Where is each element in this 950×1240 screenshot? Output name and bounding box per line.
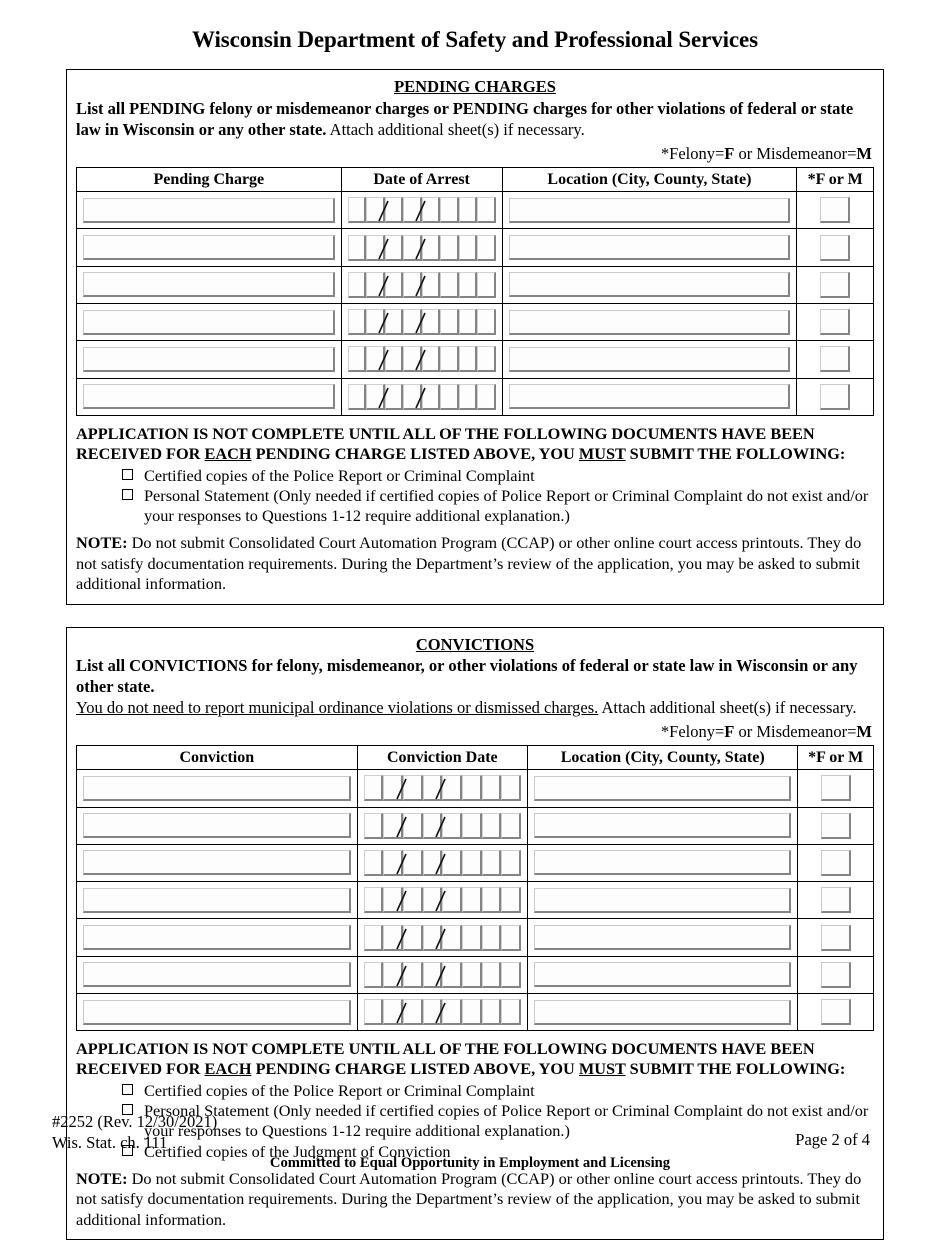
cell-charge xyxy=(77,303,342,340)
date-digit-box[interactable] xyxy=(440,309,458,335)
date-digit-box[interactable] xyxy=(501,813,521,839)
f-or-m-input[interactable] xyxy=(820,272,850,298)
pending-req-each: EACH xyxy=(204,443,252,463)
pending-fm-legend xyxy=(76,143,874,164)
page-footer xyxy=(52,1111,898,1172)
date-digit-box[interactable] xyxy=(477,197,495,223)
date-digit-box[interactable] xyxy=(440,384,458,410)
table-row xyxy=(77,882,874,919)
date-digit-box[interactable] xyxy=(383,962,403,988)
table-row xyxy=(77,993,874,1030)
cell-f-or-m xyxy=(797,303,874,340)
date-digit-box[interactable] xyxy=(442,813,462,839)
date-comb-field[interactable] xyxy=(364,925,522,951)
date-digit-box[interactable] xyxy=(385,272,403,298)
cell-date xyxy=(341,266,502,303)
convictions-legend-prefix: *Felony= xyxy=(660,721,725,741)
location-input[interactable] xyxy=(509,272,791,297)
table-row xyxy=(77,229,874,266)
date-digit-box[interactable] xyxy=(364,925,384,951)
pending-note-label: NOTE: xyxy=(76,533,128,553)
pending-checklist xyxy=(76,466,874,527)
table-header-row xyxy=(77,168,874,192)
date-digit-box[interactable] xyxy=(423,962,443,988)
date-comb-field[interactable] xyxy=(364,775,522,801)
date-digit-box[interactable] xyxy=(385,346,403,372)
date-digit-box[interactable] xyxy=(364,999,384,1025)
date-comb-field[interactable] xyxy=(364,850,522,876)
date-digit-box[interactable] xyxy=(403,887,423,913)
cell-conviction xyxy=(77,882,358,919)
date-comb-field[interactable] xyxy=(348,346,496,372)
cell-conviction xyxy=(77,807,358,844)
f-or-m-input[interactable] xyxy=(820,197,850,223)
date-digit-box[interactable] xyxy=(462,813,482,839)
location-input[interactable] xyxy=(534,813,791,838)
date-digit-box[interactable] xyxy=(366,272,384,298)
convictions-checklist-item-label: Certified copies of the Police Report or Criminal Complaint xyxy=(144,1081,535,1101)
date-digit-box[interactable] xyxy=(423,999,443,1025)
convictions-req-must: MUST xyxy=(578,1059,626,1079)
date-digit-box[interactable] xyxy=(482,850,502,876)
pending-intro-bold: List all PENDING felony or misdemeanor charges or PENDING charges for other violations of federal or state law in Wisconsin or any other state. xyxy=(76,99,854,139)
date-comb-field[interactable] xyxy=(364,887,522,913)
table-row xyxy=(77,919,874,956)
date-digit-box[interactable] xyxy=(459,235,477,261)
date-digit-box[interactable] xyxy=(477,384,495,410)
date-digit-box[interactable] xyxy=(442,999,462,1025)
date-digit-box[interactable] xyxy=(385,235,403,261)
pending-req-c: SUBMIT THE FOLLOWING: xyxy=(625,443,846,463)
cell-f-or-m xyxy=(797,229,874,266)
page-number: Page 2 of 4 xyxy=(795,1129,870,1149)
date-digit-box[interactable] xyxy=(422,272,440,298)
date-digit-box[interactable] xyxy=(348,197,366,223)
date-digit-box[interactable] xyxy=(422,309,440,335)
cell-f-or-m xyxy=(797,378,874,415)
cell-date xyxy=(341,192,502,229)
conviction-input[interactable] xyxy=(83,813,351,838)
table-row xyxy=(77,956,874,993)
date-digit-box[interactable] xyxy=(348,309,366,335)
date-digit-box[interactable] xyxy=(477,235,495,261)
location-input[interactable] xyxy=(534,925,791,950)
cell-date xyxy=(357,956,528,993)
conviction-input[interactable] xyxy=(83,925,351,950)
convictions-intro-underlined: You do not need to report municipal ordinance violations or dismissed charges. xyxy=(76,697,599,717)
date-digit-box[interactable] xyxy=(442,775,462,801)
pending-legend-f: F xyxy=(724,143,735,163)
cell-date xyxy=(357,919,528,956)
date-digit-box[interactable] xyxy=(440,346,458,372)
cell-location xyxy=(502,341,797,378)
f-or-m-input[interactable] xyxy=(821,925,851,951)
column-header-conviction: Conviction xyxy=(77,746,358,770)
convictions-fm-legend xyxy=(76,721,874,742)
pending-checklist-item-label: Personal Statement (Only needed if certified copies of Police Report or Criminal Complaint do not exist and/or your responses to Questions 1-12 require additional explanation.) xyxy=(144,485,869,525)
cell-date xyxy=(341,378,502,415)
column-header-location: Location (City, County, State) xyxy=(502,168,797,192)
charge-input[interactable] xyxy=(83,272,335,297)
date-digit-box[interactable] xyxy=(366,384,384,410)
convictions-intro-second-line xyxy=(76,698,874,719)
cell-date xyxy=(357,882,528,919)
date-digit-box[interactable] xyxy=(403,999,423,1025)
convictions-checklist-item-label: Personal Statement (Only needed if certified copies of Police Report or Criminal Complaint do not exist and/or your responses to Questions 1-12 require additional explanation.) xyxy=(144,1101,869,1141)
date-digit-box[interactable] xyxy=(366,235,384,261)
convictions-intro-bold-line xyxy=(76,656,874,698)
date-digit-box[interactable] xyxy=(383,775,403,801)
cell-f-or-m xyxy=(797,266,874,303)
conviction-input[interactable] xyxy=(83,888,351,913)
f-or-m-input[interactable] xyxy=(821,962,851,988)
cell-f-or-m xyxy=(798,844,874,881)
date-digit-box[interactable] xyxy=(403,197,421,223)
date-digit-box[interactable] xyxy=(442,850,462,876)
table-row xyxy=(77,844,874,881)
date-digit-box[interactable] xyxy=(459,272,477,298)
date-digit-box[interactable] xyxy=(501,887,521,913)
f-or-m-input[interactable] xyxy=(821,850,851,876)
date-digit-box[interactable] xyxy=(348,272,366,298)
date-digit-box[interactable] xyxy=(477,309,495,335)
date-digit-box[interactable] xyxy=(366,197,384,223)
date-digit-box[interactable] xyxy=(459,384,477,410)
date-digit-box[interactable] xyxy=(482,999,502,1025)
cell-location xyxy=(502,229,797,266)
convictions-legend-m: M xyxy=(856,721,872,741)
cell-conviction xyxy=(77,993,358,1030)
cell-conviction xyxy=(77,956,358,993)
table-row xyxy=(77,770,874,807)
column-header-f-or-m: *F or M xyxy=(797,168,874,192)
date-digit-box[interactable] xyxy=(462,775,482,801)
cell-f-or-m xyxy=(798,956,874,993)
cell-location xyxy=(502,378,797,415)
cell-charge xyxy=(77,378,342,415)
f-or-m-input[interactable] xyxy=(820,346,850,372)
date-digit-box[interactable] xyxy=(423,925,443,951)
cell-location xyxy=(528,882,798,919)
list-item xyxy=(122,466,874,486)
date-digit-box[interactable] xyxy=(366,346,384,372)
checkbox-icon[interactable] xyxy=(122,469,133,480)
cell-location xyxy=(528,807,798,844)
date-digit-box[interactable] xyxy=(364,962,384,988)
statute-reference: Wis. Stat. ch. 111 xyxy=(52,1132,168,1152)
pending-intro-regular: Attach additional sheet(s) if necessary. xyxy=(326,119,585,139)
conviction-input[interactable] xyxy=(83,1000,351,1025)
cell-location xyxy=(502,192,797,229)
date-digit-box[interactable] xyxy=(459,309,477,335)
date-comb-field[interactable] xyxy=(348,197,496,223)
cell-date xyxy=(341,229,502,266)
charge-input[interactable] xyxy=(83,235,335,260)
cell-charge xyxy=(77,341,342,378)
convictions-heading-text: CONVICTIONS xyxy=(415,634,535,654)
convictions-heading xyxy=(76,635,874,656)
date-digit-box[interactable] xyxy=(348,346,366,372)
date-comb-field[interactable] xyxy=(348,272,496,298)
date-digit-box[interactable] xyxy=(477,272,495,298)
f-or-m-input[interactable] xyxy=(821,887,851,913)
convictions-note-text: Do not submit Consolidated Court Automation Program (CCAP) or other online court access printouts. They do not satisfy documentation requirements. During the Department’s review of the application, you may be asked to submit additional information. xyxy=(76,1168,862,1229)
date-digit-box[interactable] xyxy=(423,813,443,839)
date-digit-box[interactable] xyxy=(403,962,423,988)
date-digit-box[interactable] xyxy=(348,384,366,410)
date-digit-box[interactable] xyxy=(383,813,403,839)
date-digit-box[interactable] xyxy=(459,197,477,223)
cell-conviction xyxy=(77,844,358,881)
pending-charges-heading-text: PENDING CHARGES xyxy=(394,77,556,97)
location-input[interactable] xyxy=(509,310,791,335)
date-digit-box[interactable] xyxy=(482,813,502,839)
table-row xyxy=(77,303,874,340)
location-input[interactable] xyxy=(509,198,791,223)
column-header-f-or-m: *F or M xyxy=(798,746,874,770)
page-title: Wisconsin Department of Safety and Professional Services xyxy=(192,27,758,52)
convictions-req-each: EACH xyxy=(204,1059,252,1079)
date-digit-box[interactable] xyxy=(403,346,421,372)
conviction-input[interactable] xyxy=(83,776,351,801)
charge-input[interactable] xyxy=(83,347,335,372)
column-header-pending-charge: Pending Charge xyxy=(77,168,342,192)
location-input[interactable] xyxy=(509,384,791,409)
location-input[interactable] xyxy=(509,235,791,260)
date-digit-box[interactable] xyxy=(501,962,521,988)
cell-date xyxy=(357,993,528,1030)
pending-note-text: Do not submit Consolidated Court Automation Program (CCAP) or other online court access printouts. They do not satisfy documentation requirements. During the Department’s review of the application, you may be asked to submit additional information. xyxy=(76,533,862,594)
f-or-m-input[interactable] xyxy=(820,235,850,261)
checkbox-icon[interactable] xyxy=(122,1084,133,1095)
cell-charge xyxy=(77,266,342,303)
date-digit-box[interactable] xyxy=(366,309,384,335)
date-digit-box[interactable] xyxy=(403,309,421,335)
footer-left xyxy=(52,1111,217,1153)
convictions-legend-f: F xyxy=(724,721,735,741)
date-digit-box[interactable] xyxy=(403,775,423,801)
cell-f-or-m xyxy=(798,919,874,956)
form-number: #2252 (Rev. 12/30/2021) xyxy=(52,1111,218,1131)
pending-req-b: PENDING CHARGE LISTED ABOVE, YOU xyxy=(251,443,579,463)
convictions-intro-regular: Attach additional sheet(s) if necessary. xyxy=(598,697,857,717)
location-input[interactable] xyxy=(534,888,791,913)
cell-location xyxy=(528,770,798,807)
date-digit-box[interactable] xyxy=(442,962,462,988)
date-comb-field[interactable] xyxy=(348,235,496,261)
cell-location xyxy=(502,303,797,340)
date-digit-box[interactable] xyxy=(422,235,440,261)
convictions-req-b: PENDING CHARGE LISTED ABOVE, YOU xyxy=(251,1059,579,1079)
date-digit-box[interactable] xyxy=(442,925,462,951)
column-header-conviction-date: Conviction Date xyxy=(357,746,528,770)
location-input[interactable] xyxy=(534,776,791,801)
date-comb-field[interactable] xyxy=(364,813,522,839)
charge-input[interactable] xyxy=(83,384,335,409)
date-digit-box[interactable] xyxy=(385,309,403,335)
date-digit-box[interactable] xyxy=(462,887,482,913)
cell-date xyxy=(357,770,528,807)
date-digit-box[interactable] xyxy=(403,235,421,261)
date-digit-box[interactable] xyxy=(385,384,403,410)
location-input[interactable] xyxy=(534,1000,791,1025)
convictions-requirements-title xyxy=(76,1039,874,1079)
cell-date xyxy=(341,341,502,378)
column-header-location: Location (City, County, State) xyxy=(528,746,798,770)
date-digit-box[interactable] xyxy=(423,887,443,913)
pending-charges-table xyxy=(76,167,874,416)
f-or-m-input[interactable] xyxy=(821,775,851,801)
cell-charge xyxy=(77,192,342,229)
table-row xyxy=(77,266,874,303)
table-header-row xyxy=(77,746,874,770)
date-digit-box[interactable] xyxy=(462,999,482,1025)
date-digit-box[interactable] xyxy=(422,197,440,223)
date-digit-box[interactable] xyxy=(440,235,458,261)
date-digit-box[interactable] xyxy=(477,346,495,372)
date-digit-box[interactable] xyxy=(501,925,521,951)
conviction-input[interactable] xyxy=(83,850,351,875)
date-digit-box[interactable] xyxy=(462,962,482,988)
table-row xyxy=(77,192,874,229)
convictions-legend-middle: or Misdemeanor= xyxy=(734,721,857,741)
date-digit-box[interactable] xyxy=(364,775,384,801)
date-digit-box[interactable] xyxy=(364,813,384,839)
cell-conviction xyxy=(77,919,358,956)
pending-charges-section xyxy=(66,69,884,604)
cell-conviction xyxy=(77,770,358,807)
date-digit-box[interactable] xyxy=(482,962,502,988)
charge-input[interactable] xyxy=(83,310,335,335)
date-digit-box[interactable] xyxy=(440,197,458,223)
f-or-m-input[interactable] xyxy=(820,384,850,410)
date-digit-box[interactable] xyxy=(403,850,423,876)
cell-location xyxy=(528,919,798,956)
table-row xyxy=(77,341,874,378)
pending-legend-m: M xyxy=(856,143,872,163)
convictions-table xyxy=(76,745,874,1031)
date-digit-box[interactable] xyxy=(348,235,366,261)
date-digit-box[interactable] xyxy=(403,384,421,410)
cell-date xyxy=(341,303,502,340)
cell-f-or-m xyxy=(798,770,874,807)
list-item xyxy=(122,1081,874,1101)
convictions-checklist-item-label: Certified copies of the Judgment of Conviction xyxy=(144,1141,451,1161)
date-digit-box[interactable] xyxy=(422,384,440,410)
f-or-m-input[interactable] xyxy=(821,999,851,1025)
date-digit-box[interactable] xyxy=(462,925,482,951)
charge-input[interactable] xyxy=(83,198,335,223)
date-digit-box[interactable] xyxy=(501,775,521,801)
cell-date xyxy=(357,844,528,881)
date-digit-box[interactable] xyxy=(383,999,403,1025)
conviction-input[interactable] xyxy=(83,962,351,987)
checkbox-icon[interactable] xyxy=(122,489,133,500)
cell-f-or-m xyxy=(798,807,874,844)
date-digit-box[interactable] xyxy=(501,850,521,876)
f-or-m-input[interactable] xyxy=(820,309,850,335)
convictions-req-a: APPLICATION IS NOT COMPLETE UNTIL ALL OF THE FOLLOWING DOCUMENTS HAVE BEEN RECEIVED FOR xyxy=(76,1039,815,1079)
cell-f-or-m xyxy=(797,192,874,229)
pending-charges-heading xyxy=(76,77,874,98)
date-comb-field[interactable] xyxy=(364,999,522,1025)
pending-legend-prefix: *Felony= xyxy=(660,143,725,163)
pending-note xyxy=(76,533,874,595)
cell-location xyxy=(502,266,797,303)
date-digit-box[interactable] xyxy=(442,887,462,913)
cell-date xyxy=(357,807,528,844)
cell-f-or-m xyxy=(797,341,874,378)
location-input[interactable] xyxy=(509,347,791,372)
date-digit-box[interactable] xyxy=(422,346,440,372)
column-header-date-of-arrest: Date of Arrest xyxy=(341,168,502,192)
date-digit-box[interactable] xyxy=(482,887,502,913)
list-item xyxy=(122,486,874,526)
date-digit-box[interactable] xyxy=(462,850,482,876)
cell-location xyxy=(528,956,798,993)
date-digit-box[interactable] xyxy=(423,850,443,876)
table-row xyxy=(77,807,874,844)
date-digit-box[interactable] xyxy=(364,850,384,876)
cell-charge xyxy=(77,229,342,266)
date-digit-box[interactable] xyxy=(385,197,403,223)
pending-legend-middle: or Misdemeanor= xyxy=(734,143,857,163)
date-digit-box[interactable] xyxy=(383,850,403,876)
date-digit-box[interactable] xyxy=(423,775,443,801)
pending-charges-intro xyxy=(76,99,874,141)
f-or-m-input[interactable] xyxy=(821,813,851,839)
cell-location xyxy=(528,844,798,881)
date-digit-box[interactable] xyxy=(383,887,403,913)
date-digit-box[interactable] xyxy=(403,813,423,839)
convictions-note-label: NOTE: xyxy=(76,1168,128,1188)
date-comb-field[interactable] xyxy=(364,962,522,988)
pending-requirements-title xyxy=(76,424,874,464)
cell-location xyxy=(528,993,798,1030)
pending-req-a: APPLICATION IS NOT COMPLETE UNTIL ALL OF THE FOLLOWING DOCUMENTS HAVE BEEN RECEIVED FOR xyxy=(76,423,815,463)
date-digit-box[interactable] xyxy=(403,272,421,298)
date-comb-field[interactable] xyxy=(348,309,496,335)
convictions-note xyxy=(76,1169,874,1231)
date-digit-box[interactable] xyxy=(459,346,477,372)
location-input[interactable] xyxy=(534,850,791,875)
pending-req-must: MUST xyxy=(578,443,626,463)
cell-f-or-m xyxy=(798,882,874,919)
convictions-req-c: SUBMIT THE FOLLOWING: xyxy=(625,1059,846,1079)
date-digit-box[interactable] xyxy=(501,999,521,1025)
cell-f-or-m xyxy=(798,993,874,1030)
date-digit-box[interactable] xyxy=(482,775,502,801)
convictions-intro-bold: List all CONVICTIONS for felony, misdemeanor, or other violations of federal or state law in Wisconsin or any other state. xyxy=(76,656,858,697)
date-comb-field[interactable] xyxy=(348,384,496,410)
table-row xyxy=(77,378,874,415)
date-digit-box[interactable] xyxy=(364,887,384,913)
location-input[interactable] xyxy=(534,962,791,987)
date-digit-box[interactable] xyxy=(440,272,458,298)
footer-tagline: Committed to Equal Opportunity in Employment and Licensing xyxy=(269,1155,671,1171)
date-digit-box[interactable] xyxy=(482,925,502,951)
date-digit-box[interactable] xyxy=(403,925,423,951)
date-digit-box[interactable] xyxy=(383,925,403,951)
pending-checklist-item-label: Certified copies of the Police Report or Criminal Complaint xyxy=(144,465,535,485)
